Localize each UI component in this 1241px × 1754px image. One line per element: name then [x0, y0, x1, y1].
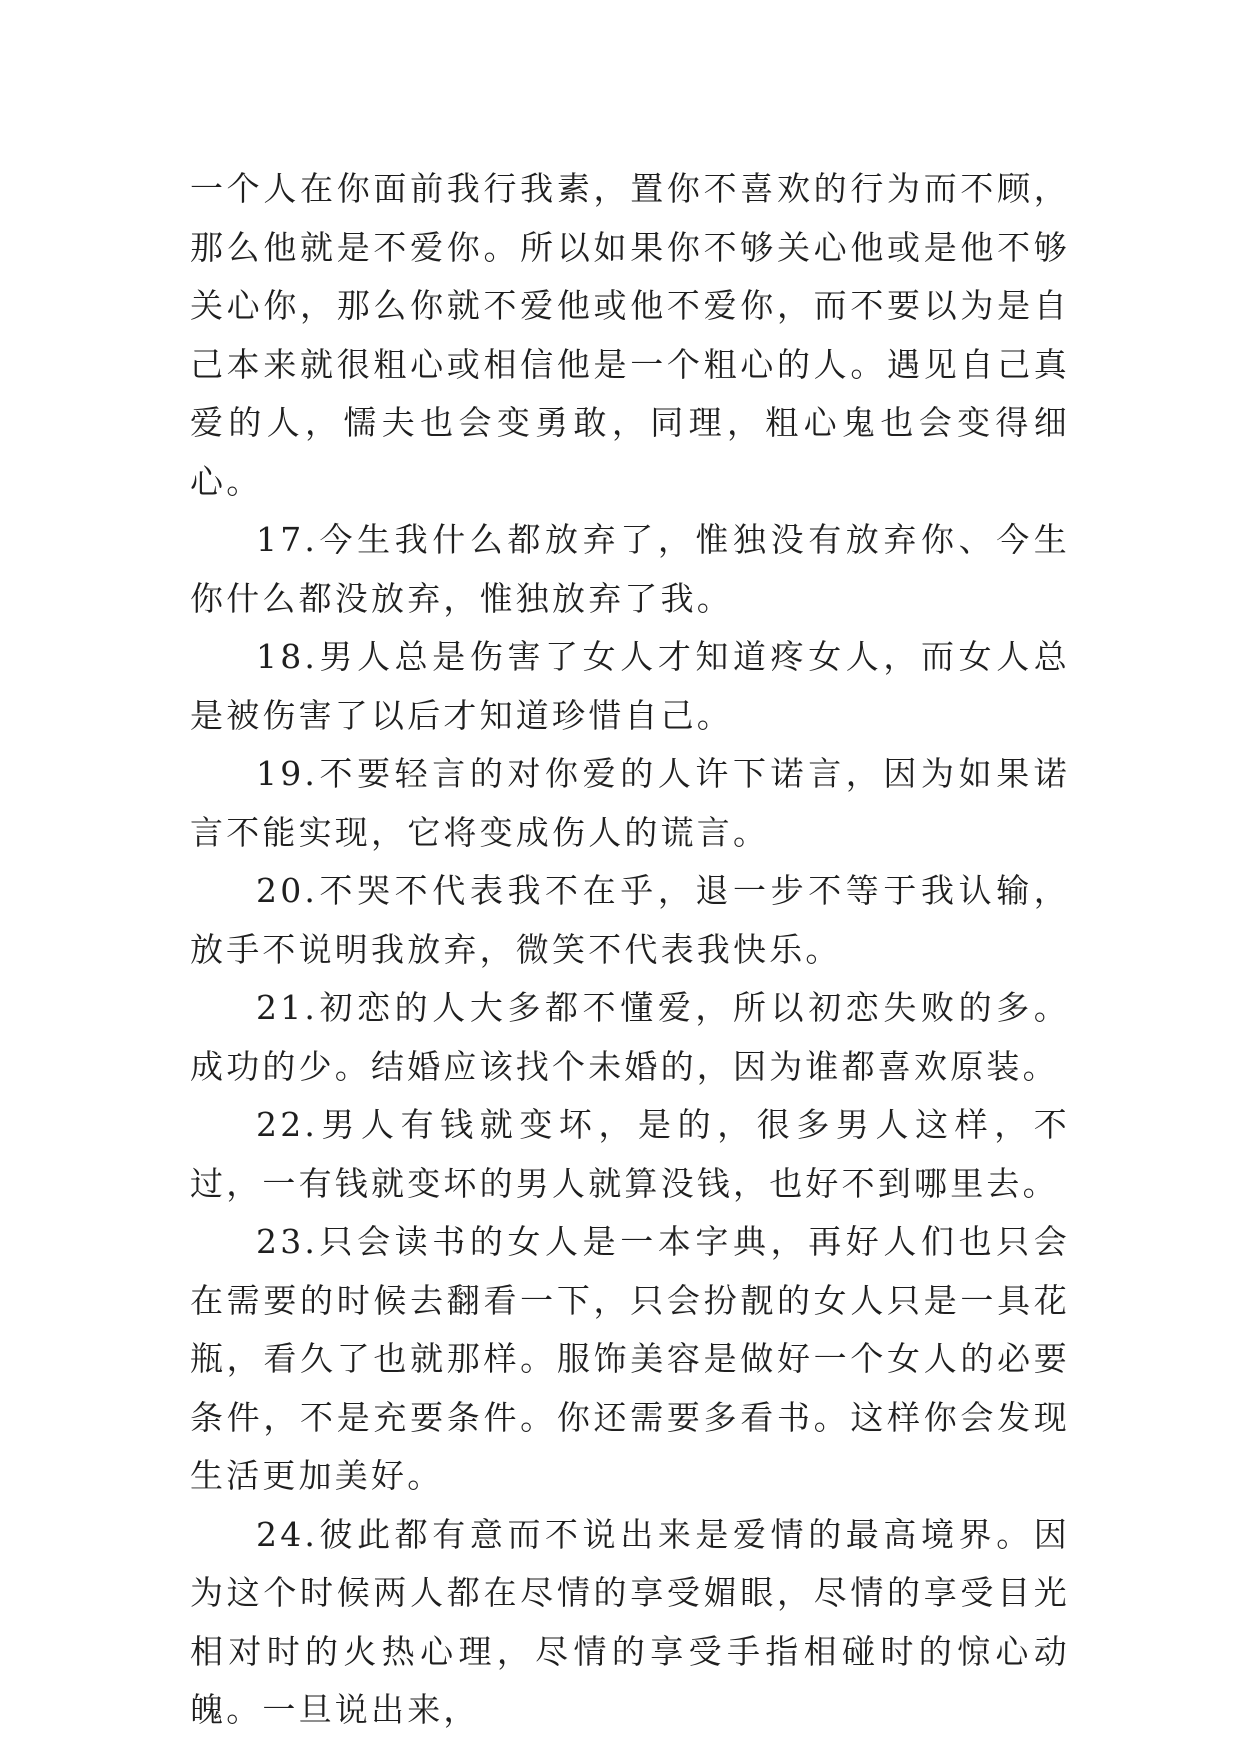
paragraph-17: 17.今生我什么都放弃了，惟独没有放弃你、今生你什么都没放弃，惟独放弃了我。 — [190, 520, 1070, 618]
paragraph-22: 22.男人有钱就变坏，是的，很多男人这样，不过，一有钱就变坏的男人就算没钱，也好不到哪里去。 — [190, 1105, 1070, 1203]
paragraph-19: 19.不要轻言的对你爱的人许下诺言，因为如果诺言不能实现，它将变成伤人的谎言。 — [190, 754, 1070, 852]
paragraph-18: 18.男人总是伤害了女人才知道疼女人，而女人总是被伤害了以后才知道珍惜自己。 — [190, 637, 1070, 735]
paragraph-23: 23.只会读书的女人是一本字典，再好人们也只会在需要的时候去翻看一下，只会扮靓的女人只是一具花瓶，看久了也就那样。服饰美容是做好一个女人的必要条件，不是充要条件。你还需要多看书。这样你会发现生活更加美好。 — [190, 1222, 1070, 1495]
paragraph-20: 20.不哭不代表我不在乎，退一步不等于我认输，放手不说明我放弃，微笑不代表我快乐。 — [190, 871, 1070, 969]
document-body — [190, 160, 1070, 1740]
paragraph-21: 21.初恋的人大多都不懂爱，所以初恋失败的多。成功的少。结婚应该找个未婚的，因为谁都喜欢原装。 — [190, 988, 1070, 1086]
paragraph-24: 24.彼此都有意而不说出来是爱情的最高境界。因为这个时候两人都在尽情的享受媚眼，尽情的享受目光相对时的火热心理，尽情的享受手指相碰时的惊心动魄。一旦说出来， — [190, 1514, 1070, 1729]
paragraph-continuation: 一个人在你面前我行我素，置你不喜欢的行为而不顾，那么他就是不爱你。所以如果你不够关心他或是他不够关心你，那么你就不爱他或他不爱你，而不要以为是自己本来就很粗心或相信他是一个粗心的人。遇见自己真爱的人，懦夫也会变勇敢，同理，粗心鬼也会变得细心。 — [190, 169, 1070, 501]
